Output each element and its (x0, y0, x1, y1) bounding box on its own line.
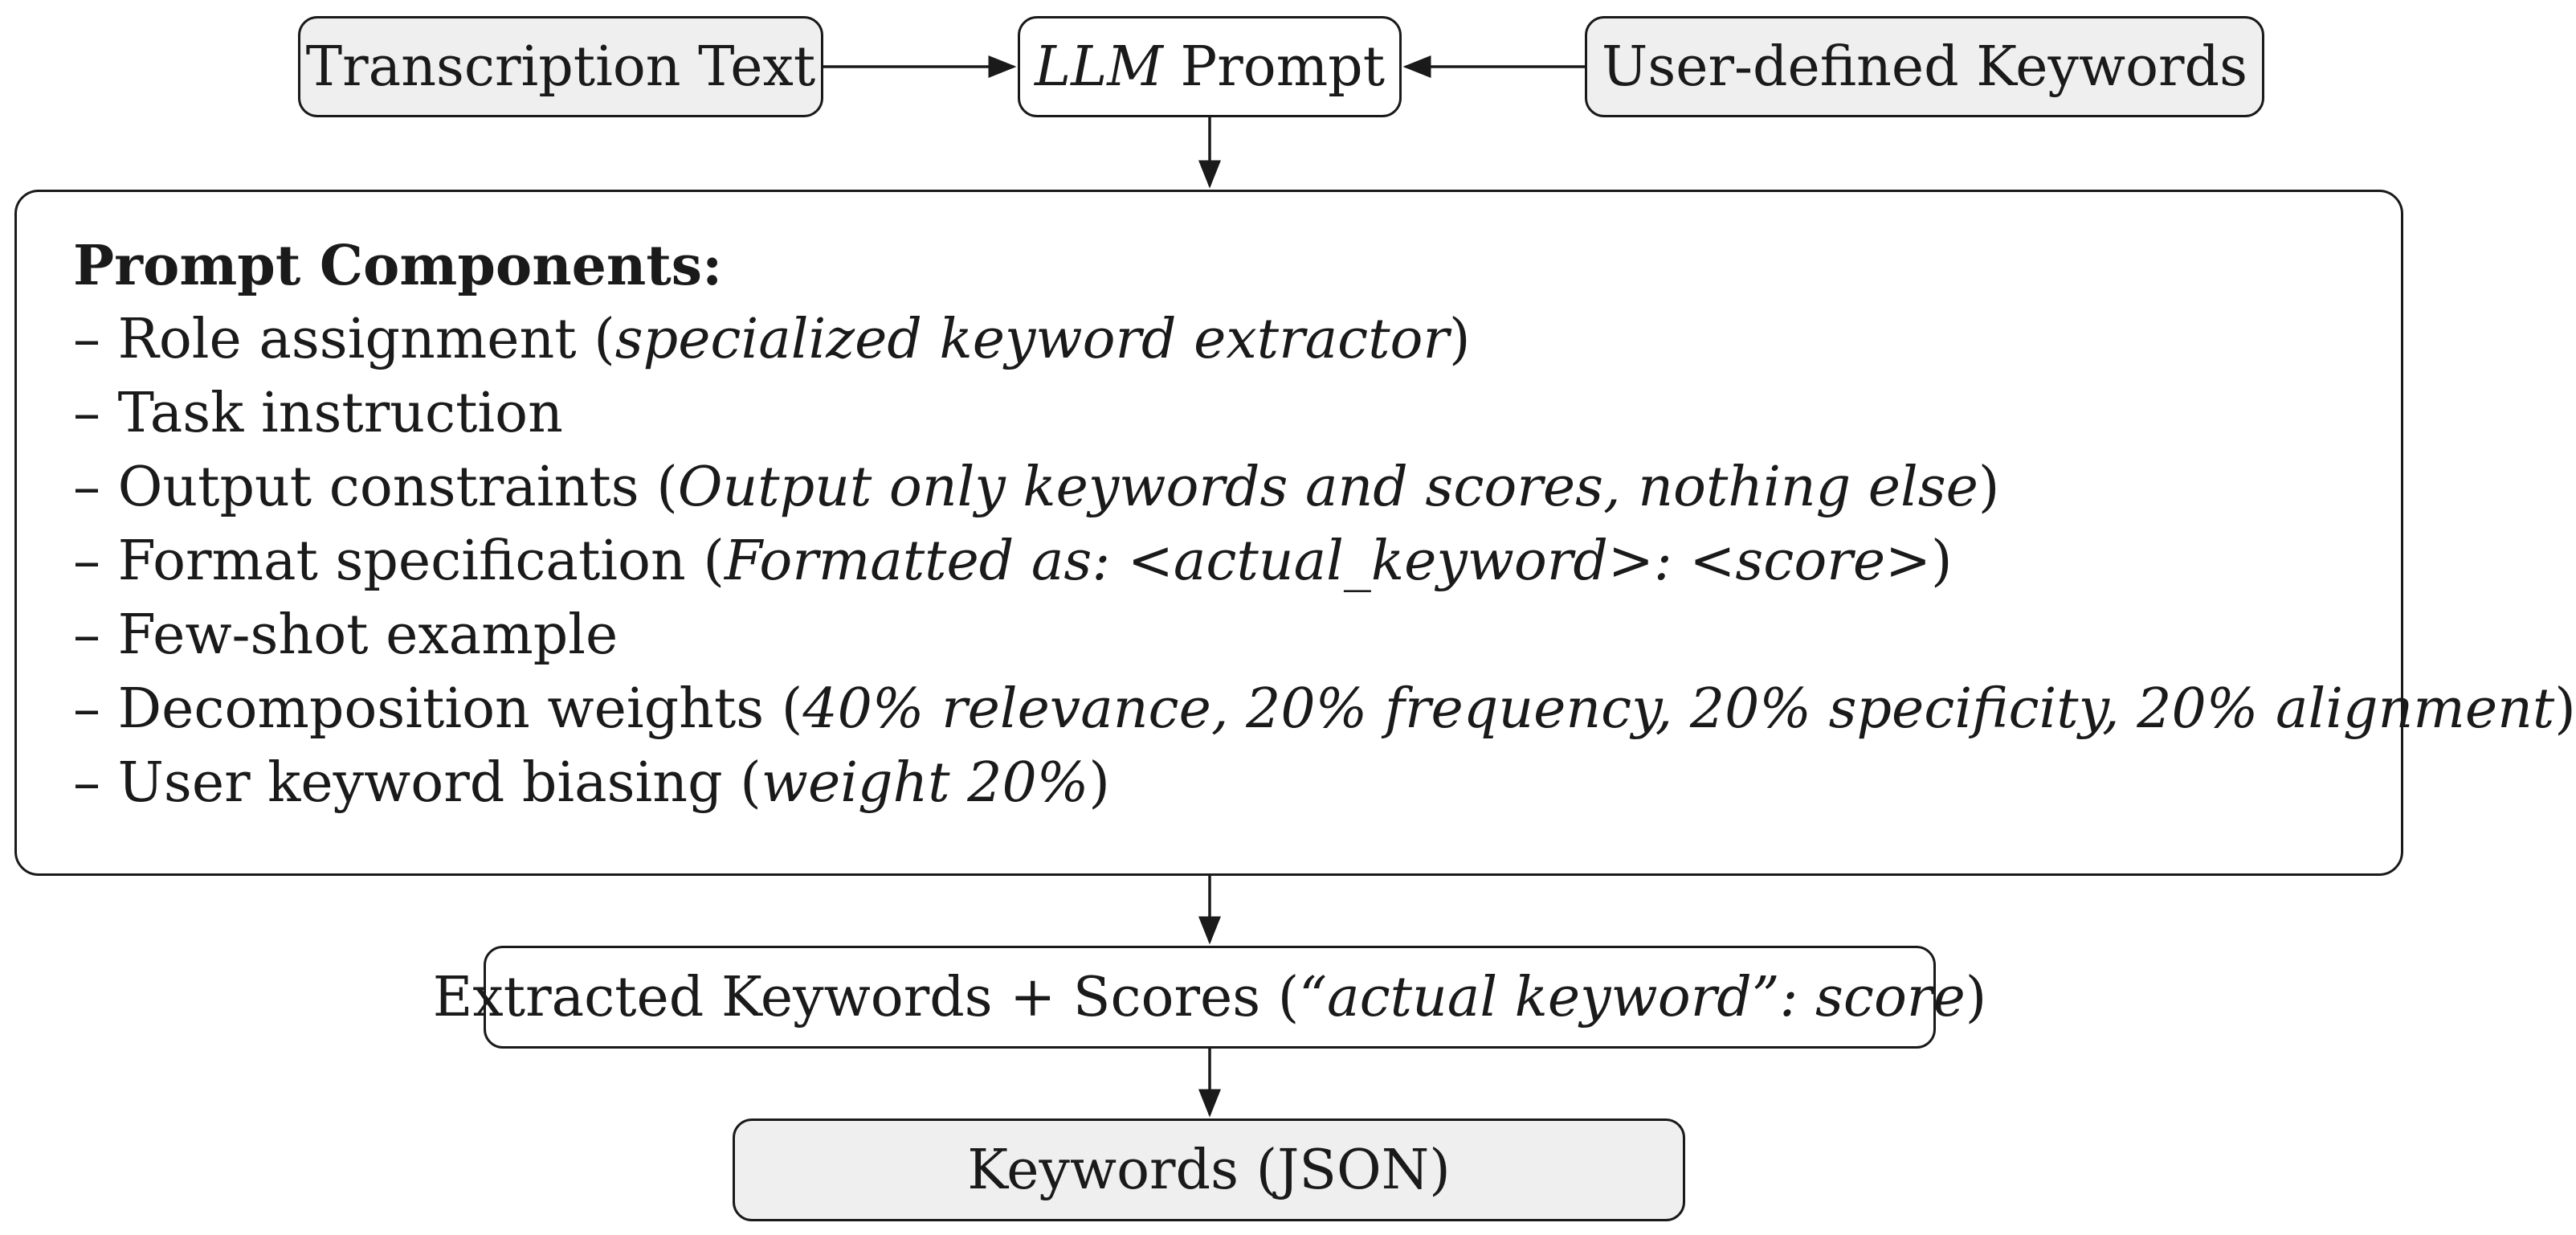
component-item: – Few-shot example (73, 603, 618, 667)
node-label: Prompt (1162, 35, 1386, 99)
component-item: – Decomposition weights (40% relevance, 20% frequency, 20% specificity, 20% alignment) (73, 677, 2576, 741)
node-transcription-text (298, 16, 823, 117)
node-user-defined-keywords (1585, 16, 2264, 117)
component-item: – Output constraints (Output only keywords and scores, nothing else) (73, 456, 2000, 519)
component-item: – User keyword biasing (weight 20%) (73, 751, 1110, 815)
node-label-italic: LLM (1034, 35, 1163, 99)
component-item: – Role assignment (specialized keyword extractor) (73, 308, 1471, 371)
node-label: Transcription Text (305, 35, 816, 99)
node-prompt-components (14, 190, 2576, 876)
node-label: User-defined Keywords (1602, 35, 2247, 99)
node-label: Extracted Keywords + Scores ( (432, 965, 1300, 1029)
components-title: Prompt Components: (73, 234, 723, 298)
node-keywords-json (733, 1118, 1685, 1221)
node-label-close: ) (1965, 965, 1987, 1029)
node-label-detail: “actual keyword”: score (1299, 965, 1966, 1029)
component-item: – Format specification (Formatted as: <actual_keyword>: <score>) (73, 530, 1953, 593)
node-label: Keywords (JSON) (967, 1138, 1451, 1202)
node-llm-prompt (1018, 16, 1402, 117)
component-item: – Task instruction (73, 382, 563, 445)
node-extracted-keywords-scores (432, 946, 1987, 1049)
